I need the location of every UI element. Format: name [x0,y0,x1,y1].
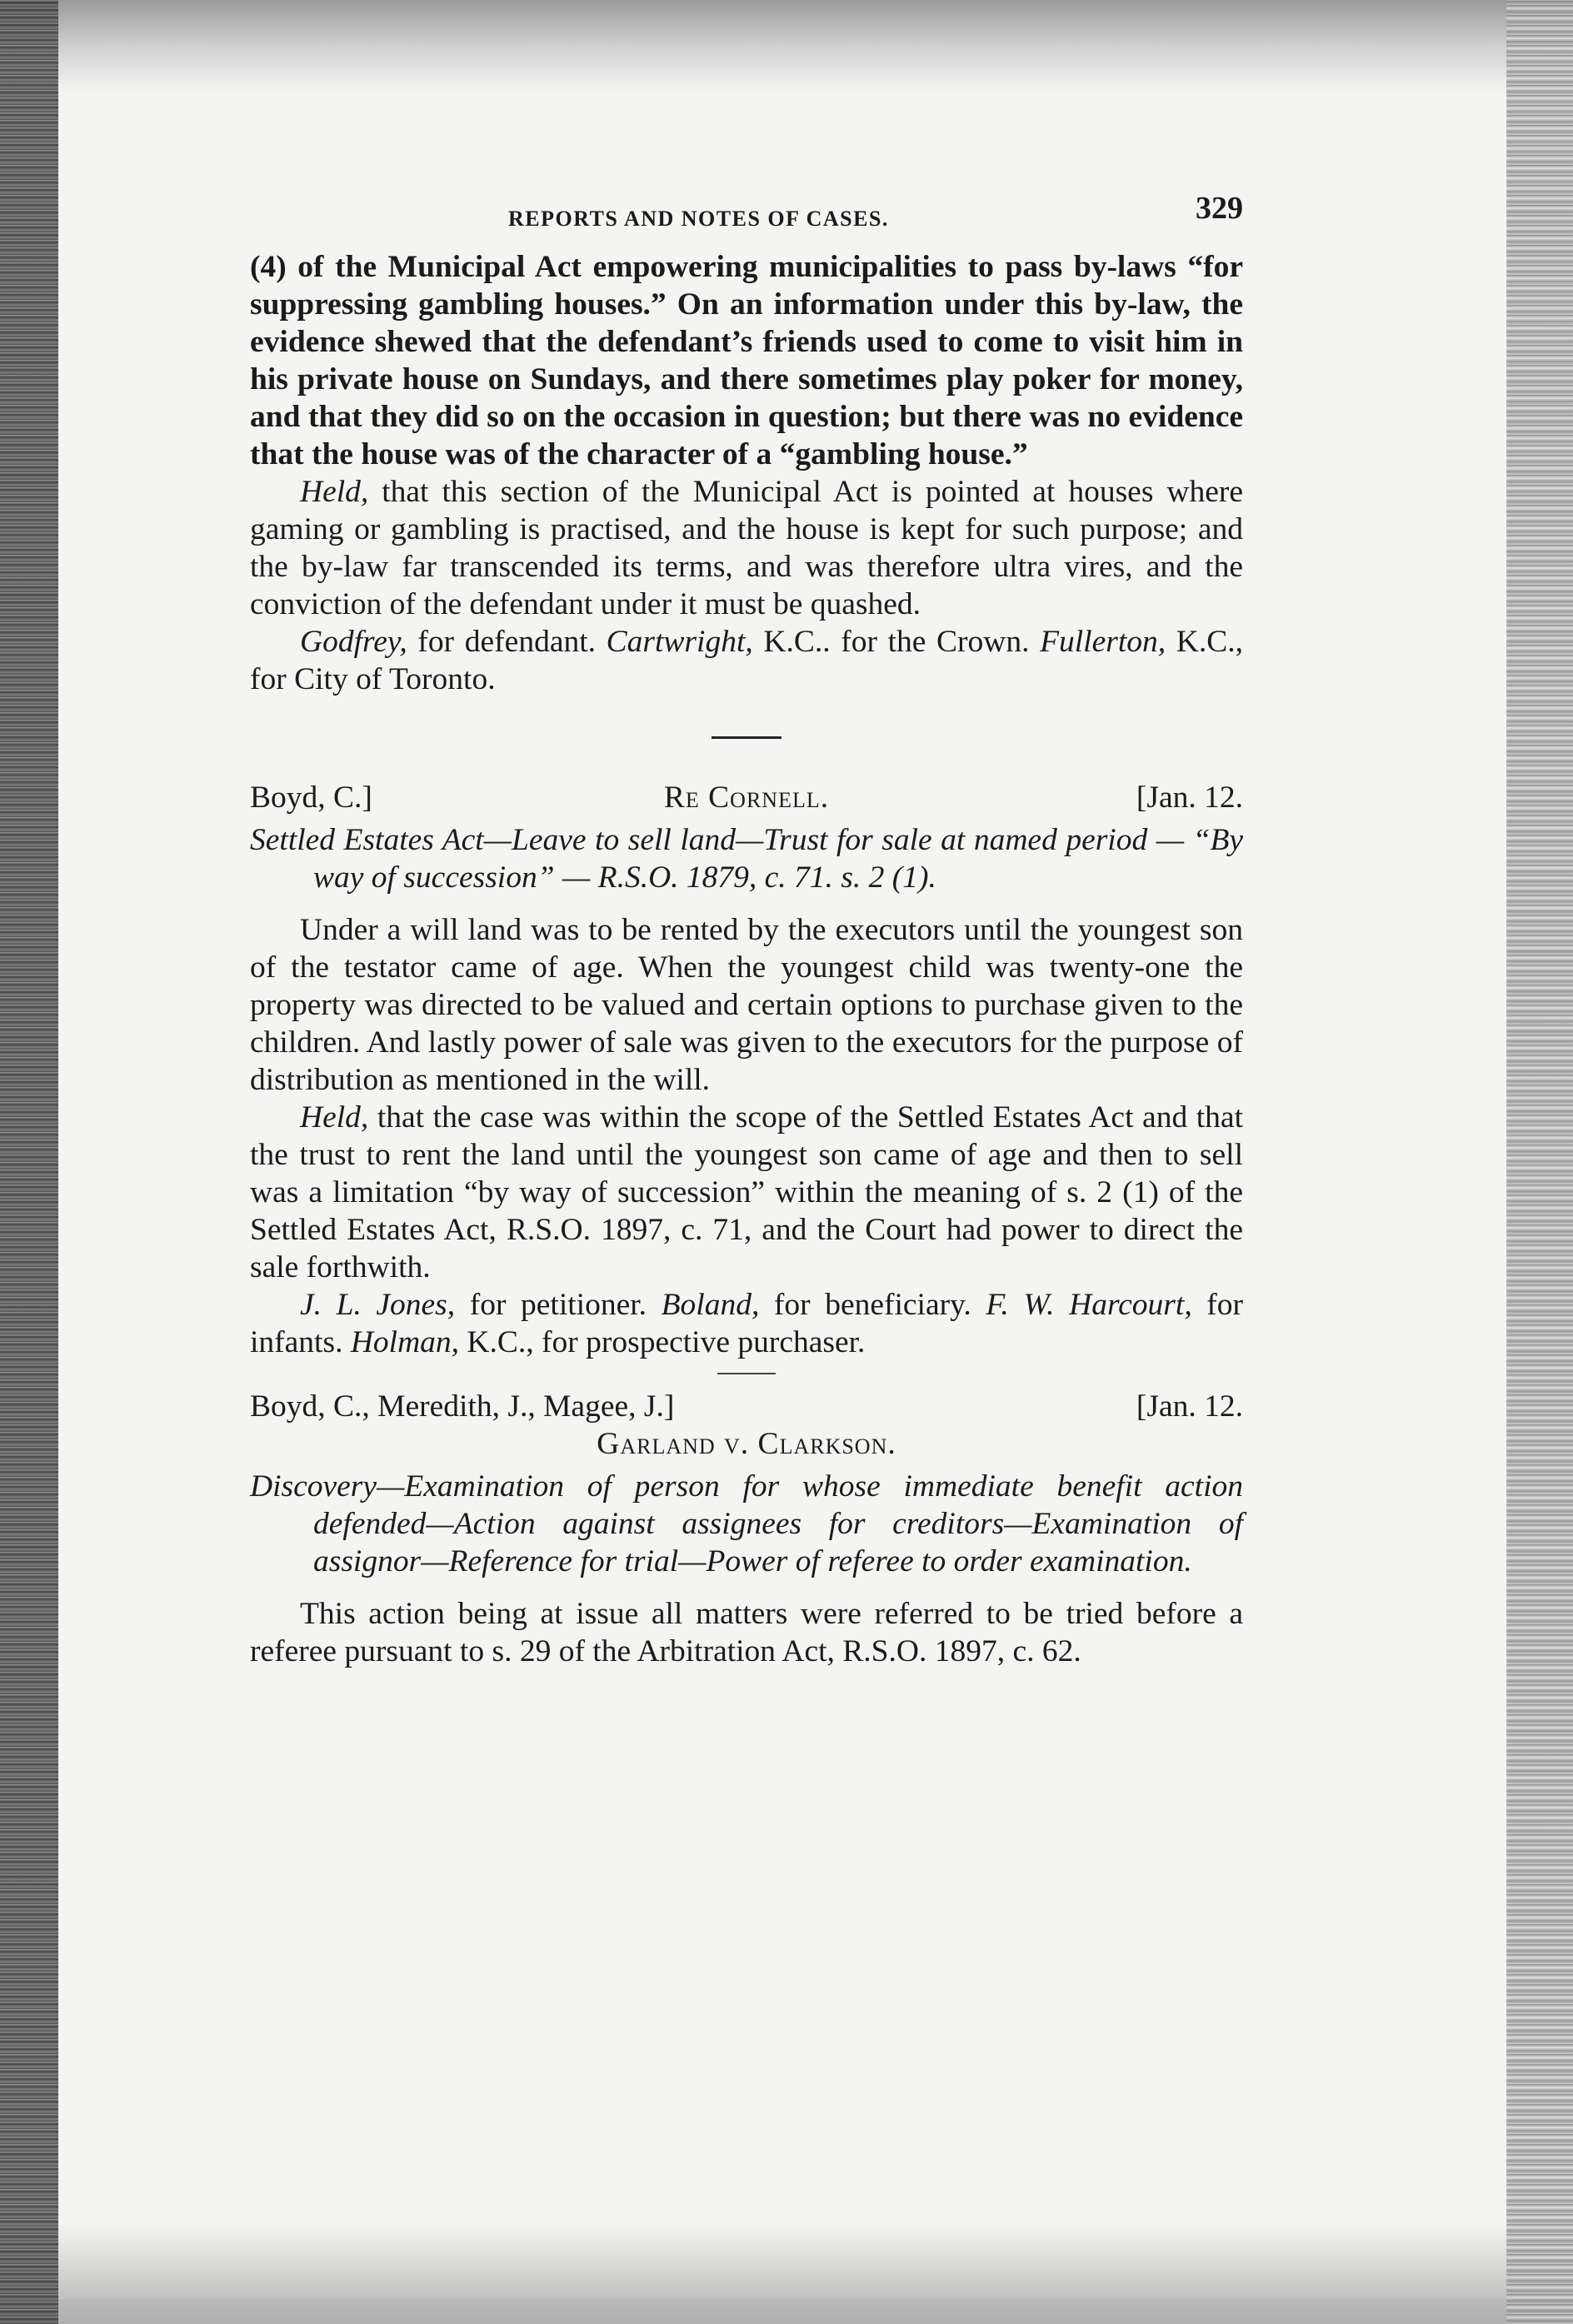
counsel-role: for petitioner. [455,1288,662,1322]
held-text: that this section of the Municipal Act is pointed at houses where gaming or gambling is practised, and the house is kept for such purpose; and the by-law far transcended its terms, and was therefore ultra vires, and the conviction of the defendant under it must be quashed. [250,475,1243,621]
held-label: Held, [300,475,369,509]
counsel-name: Holman, [350,1325,460,1359]
held-label: Held, [300,1100,369,1135]
scan-edge-right [1506,0,1573,2324]
case-3-headnote: Discovery—Examination of person for whose immediate benefit action defended—Action against assignees for creditors—Examination of assignor—Reference for trial—Power of referee to order examination. [250,1469,1243,1578]
case-3-heading [250,1388,1243,1425]
scan-edge-top [0,0,1573,92]
case-3-date: [Jan. 12. [1136,1389,1243,1424]
counsel-role: K.C.. for the Crown. [752,625,1041,659]
counsel-name: Cartwright, [606,625,753,659]
counsel-role: K.C., for City of Toronto. [250,625,1243,696]
case-2-date: [Jan. 12. [1136,780,1243,815]
case-1-held [250,473,1243,623]
case-1-counsel [250,623,1243,698]
counsel-role: K.C., for prospective purchaser. [459,1325,866,1359]
case-2-judge: Boyd, C.] [250,780,372,815]
scan-edge-bottom [0,2224,1573,2324]
case-2 [250,779,1243,1361]
counsel-role: for defendant. [407,625,607,659]
case-2-held [250,1099,1243,1286]
counsel-name: F. W. Harcourt, [986,1288,1192,1322]
case-2-headnote: Settled Estates Act—Leave to sell land—Trust for sale at named period — “By way of succession” — R.S.O. 1879, c. 71. s. 2 (1). [250,823,1243,895]
page-header [250,190,1243,242]
counsel-role: for infants. [250,1288,1244,1359]
running-head: REPORTS AND NOTES OF CASES. [508,207,889,231]
case-3 [250,1388,1243,1670]
counsel-role: for beneficiary. [759,1288,986,1322]
section-divider [717,1373,776,1374]
counsel-name: Boland, [661,1288,760,1322]
page-content [250,190,1243,1670]
scan-edge-left [0,0,58,2324]
section-divider [712,736,782,739]
case-2-heading [250,779,1243,816]
case-1-facts: (4) of the Municipal Act empowering municipalities to pass by-laws “for suppressing gambling houses.” On an information under this by-law, the evidence shewed that the defendant’s friends used to come to visit him in his private house on Sundays, and there sometimes play poker for money, and that they did so on the occasion in question; but there was no evidence that the house was of the character of a “gambling house.” [250,250,1243,471]
page-number: 329 [1196,191,1243,226]
case-1 [250,248,1243,698]
case-2-facts: Under a will land was to be rented by the executors until the youngest son of the testator came of age. When the youngest child was twenty-one the property was directed to be valued and certain options to purchase given to the children. And lastly power of sale was given to the executors for the purpose of distribution as mentioned in the will. [250,913,1243,1097]
case-2-title: Re Cornell. [663,780,830,815]
case-3-title: Garland v. Clarkson. [597,1427,896,1461]
counsel-name: Fullerton, [1040,625,1166,659]
counsel-name: Godfrey, [300,625,407,659]
case-3-facts: This action being at issue all matters were referred to be tried before a referee pursuant to s. 29 of the Arbitration Act, R.S.O. 1897, c. 62. [250,1597,1243,1668]
counsel-name: J. L. Jones, [300,1288,456,1322]
case-3-judges: Boyd, C., Meredith, J., Magee, J.] [250,1389,675,1424]
case-2-counsel [250,1286,1243,1361]
held-text: that the case was within the scope of the Settled Estates Act and that the trust to rent the land until the youngest son came of age and then to sell was a limitation “by way of succession” within the meaning of s. 2 (1) of the Settled Estates Act, R.S.O. 1897, c. 71, and the Court had power to direct the sale forthwith. [250,1100,1243,1284]
